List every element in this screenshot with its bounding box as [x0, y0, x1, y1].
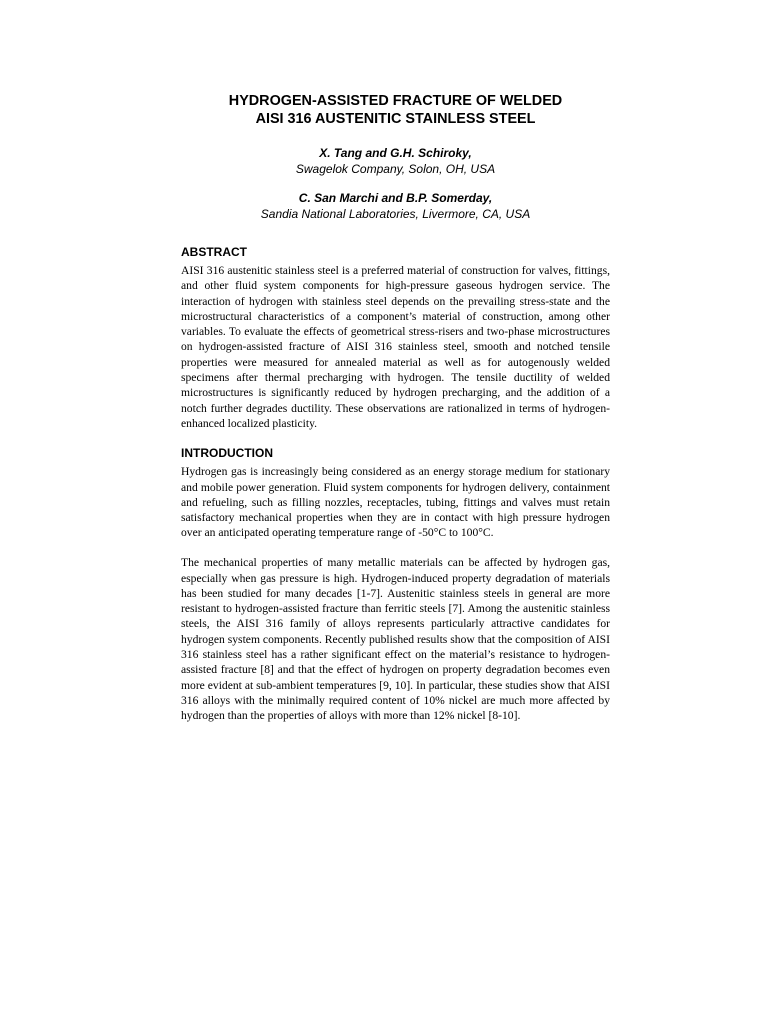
- author-group-2: [181, 191, 610, 222]
- author-names-2: C. San Marchi and B.P. Somerday,: [298, 191, 493, 205]
- paper-page: [181, 92, 610, 724]
- title-line-2: AISI 316 AUSTENITIC STAINLESS STEEL: [255, 111, 536, 127]
- author-group-1: [181, 146, 610, 177]
- introduction-heading: INTRODUCTION: [181, 446, 273, 461]
- paper-title: [181, 92, 610, 128]
- title-line-1: HYDROGEN-ASSISTED FRACTURE OF WELDED: [228, 93, 563, 109]
- author-affiliation-1: Swagelok Company, Solon, OH, USA: [295, 161, 496, 176]
- abstract-heading: ABSTRACT: [181, 245, 247, 259]
- author-names-1: X. Tang and G.H. Schiroky,: [319, 146, 472, 160]
- abstract-text: AISI 316 austenitic stainless steel is a preferred material of construction for valves, fittings, and other fluid system components for high-pressure gaseous hydrogen service. The interaction of hydrogen with stainless steel depends on the prevailing stress-state and the microstructural characteristics of a component’s material of construction, among other variables. To evaluate the effects of geometrical stress-risers and two-phase microstructures on hydrogen-assisted fracture of AISI 316 stainless steel, smooth and notched tensile properties were measured for annealed material as well as for autogenously welded specimens after thermal precharging with hydrogen. The tensile ductility of welded microstructures is significantly reduced by hydrogen precharging, and the addition of a notch further degrades ductility. These observations are rationalized in terms of hydrogen-enhanced localized plasticity.: [181, 264, 610, 430]
- author-affiliation-2: Sandia National Laboratories, Livermore, CA, USA: [260, 206, 531, 221]
- introduction-paragraph-2: The mechanical properties of many metallic materials can be affected by hydrogen gas, especially when gas pressure is high. Hydrogen-induced property degradation of materials has been studied for many decades [1-7]. Austenitic stainless steels in general are more resistant to hydrogen-assisted fracture than ferritic steels [7]. Among the austenitic stainless steels, the AISI 316 family of alloys represents particularly attractive candidates for hydrogen system components. Recently published results show that the composition of AISI 316 stainless steel has a rather significant effect on the material’s resistance to hydrogen-assisted fracture [8] and that the effect of hydrogen on property degradation becomes even more evident at sub-ambient temperatures [9, 10]. In particular, these studies show that AISI 316 alloys with the minimally required content of 10% nickel are much more affected by hydrogen than the properties of alloys with more than 12% nickel [8-10].: [181, 556, 610, 723]
- introduction-paragraph-1: Hydrogen gas is increasingly being considered as an energy storage medium for stationary and mobile power generation. Fluid system components for hydrogen delivery, containment and refueling, such as filling nozzles, receptacles, tubing, fittings and valves must retain satisfactory mechanical properties when they are in contact with high pressure hydrogen over an anticipated operating temperature range of -50°C to 100°C.: [181, 465, 610, 540]
